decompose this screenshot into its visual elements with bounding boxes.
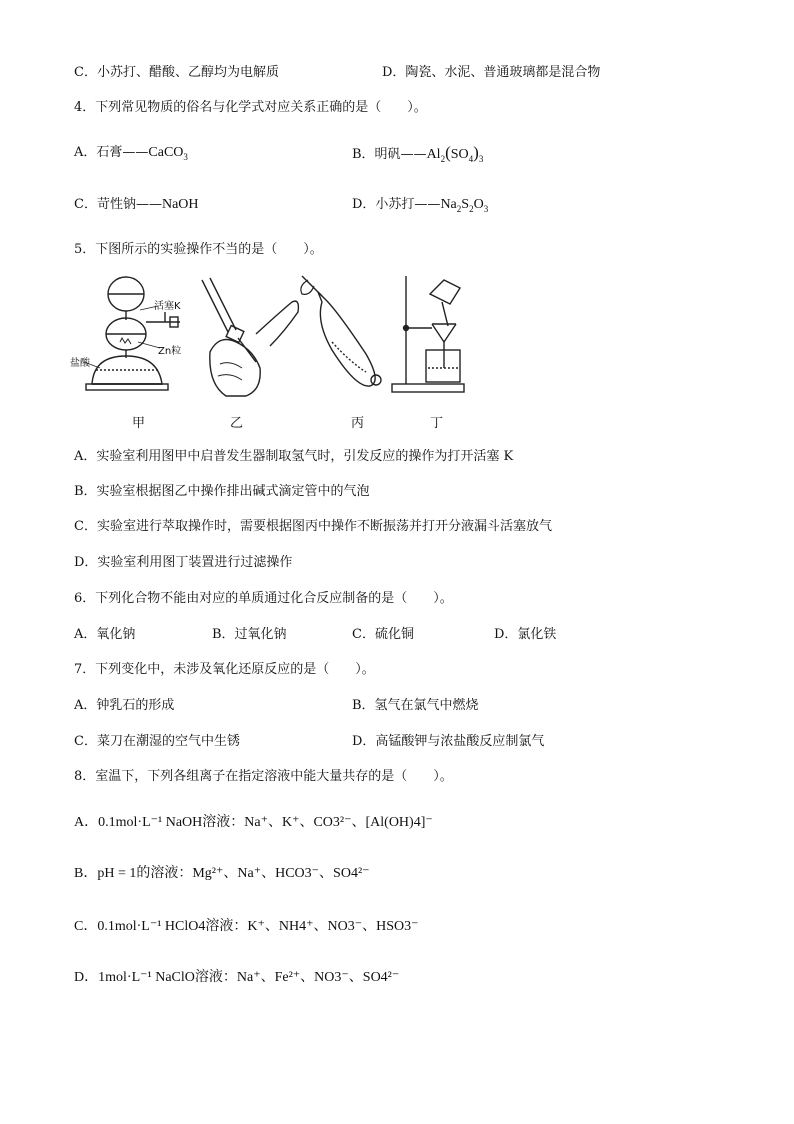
q8-option-c-prefix: C．: [74, 919, 98, 934]
q4-option-b: [352, 144, 483, 164]
q8-option-a-ions: Na⁺、K⁺、CO3²⁻、[Al(OH)4]⁻: [244, 815, 433, 830]
q8-option-b-ions: Mg²⁺、Na⁺、HCO3⁻、SO4²⁻: [192, 866, 370, 881]
q6-option-c: C．硫化铜: [352, 627, 414, 642]
panel-label-jia: 甲: [132, 416, 146, 431]
q7-option-d: D．高锰酸钾与浓盐酸反应制氯气: [352, 734, 545, 749]
q8-stem: 8．室温下，下列各组离子在指定溶液中能大量共存的是（ ）。: [74, 769, 453, 784]
q8-option-c: [74, 918, 419, 936]
q4-option-b-formula: $Al_2(SO_4)_3$: [426, 143, 484, 164]
q4-option-c: [74, 196, 199, 214]
q6-option-a: A．氧化钠: [74, 627, 136, 642]
separatory-funnel-drawing: [301, 276, 381, 386]
q8-option-c-solution: 0.1mol·L⁻¹ HClO4溶液：: [97, 919, 248, 934]
q4-option-b-label: B．明矾——: [352, 147, 427, 162]
label-zn-granules: Zn粒: [158, 346, 182, 357]
q5-option-d: D．实验室利用图丁装置进行过滤操作: [74, 555, 293, 570]
q7-stem: 7．下列变化中，未涉及氧化还原反应的是（ ）。: [74, 662, 375, 677]
q8-option-a-prefix: A．: [74, 815, 99, 830]
filtration-stand-drawing: [392, 276, 464, 392]
q8-option-d-solution: 1mol·L⁻¹ NaClO溶液：: [98, 970, 237, 985]
q8-option-d: [74, 969, 399, 987]
q5-option-a: A．实验室利用图甲中启普发生器制取氢气时，引发反应的操作为打开活塞 K: [74, 449, 514, 464]
q3-option-c: C．小苏打、醋酸、乙醇均为电解质: [74, 65, 279, 80]
q3-option-d: D．陶瓷、水泥、普通玻璃都是混合物: [382, 65, 601, 80]
q6-option-d: D．氯化铁: [494, 627, 557, 642]
q6-stem: 6．下列化合物不能由对应的单质通过化合反应制备的是（ ）。: [74, 591, 453, 606]
q5-option-c: C．实验室进行萃取操作时，需要根据图丙中操作不断振荡并打开分液漏斗活塞放气: [74, 519, 552, 534]
q6-option-b: B．过氧化钠: [212, 627, 287, 642]
q8-option-d-ions: Na⁺、Fe²⁺、NO3⁻、SO4²⁻: [236, 970, 400, 985]
q8-option-a: [74, 814, 433, 832]
q4-stem: 4．下列常见物质的俗名与化学式对应关系正确的是（ ）。: [74, 100, 427, 115]
q5-option-b: B．实验室根据图乙中操作排出碱式滴定管中的气泡: [74, 484, 370, 499]
label-hydrochloric-acid: 盐酸: [70, 358, 90, 369]
q8-option-b-prefix: B．: [74, 866, 98, 881]
q4-option-d: [352, 196, 488, 214]
q7-option-b: B．氢气在氯气中燃烧: [352, 698, 479, 713]
q8-option-a-solution: 0.1mol·L⁻¹ NaOH溶液：: [98, 815, 245, 830]
q5-figure: [70, 272, 490, 402]
kipp-generator-drawing: [84, 277, 180, 390]
q4-option-c-formula: NaOH: [161, 197, 199, 212]
q8-option-b: [74, 865, 370, 883]
panel-label-bing: 丙: [351, 416, 365, 431]
q8-option-b-solution: pH = 1的溶液：: [97, 866, 193, 881]
q7-option-c: C．菜刀在潮湿的空气中生锈: [74, 734, 240, 749]
q8-option-d-prefix: D．: [74, 970, 99, 985]
panel-label-yi: 乙: [230, 416, 244, 431]
q4-option-d-label: D．小苏打——: [352, 197, 441, 212]
burette-hand-drawing: [202, 278, 298, 396]
q4-option-c-label: C．苛性钠——: [74, 197, 162, 212]
q8-option-c-ions: K⁺、NH4⁺、NO3⁻、HSO3⁻: [247, 919, 419, 934]
q4-option-d-formula: $Na_2S_2O_3$: [440, 197, 489, 214]
label-stopcock-k: 活塞K: [154, 301, 181, 312]
q7-option-a: A．钟乳石的形成: [74, 698, 175, 713]
q4-option-a: [74, 144, 188, 162]
q4-option-a-formula: CaCO$_3$: [148, 145, 188, 162]
q4-option-a-label: A．石膏——: [74, 145, 149, 160]
panel-label-ding: 丁: [430, 416, 444, 431]
q5-stem: 5．下图所示的实验操作不当的是（ ）。: [74, 242, 323, 257]
